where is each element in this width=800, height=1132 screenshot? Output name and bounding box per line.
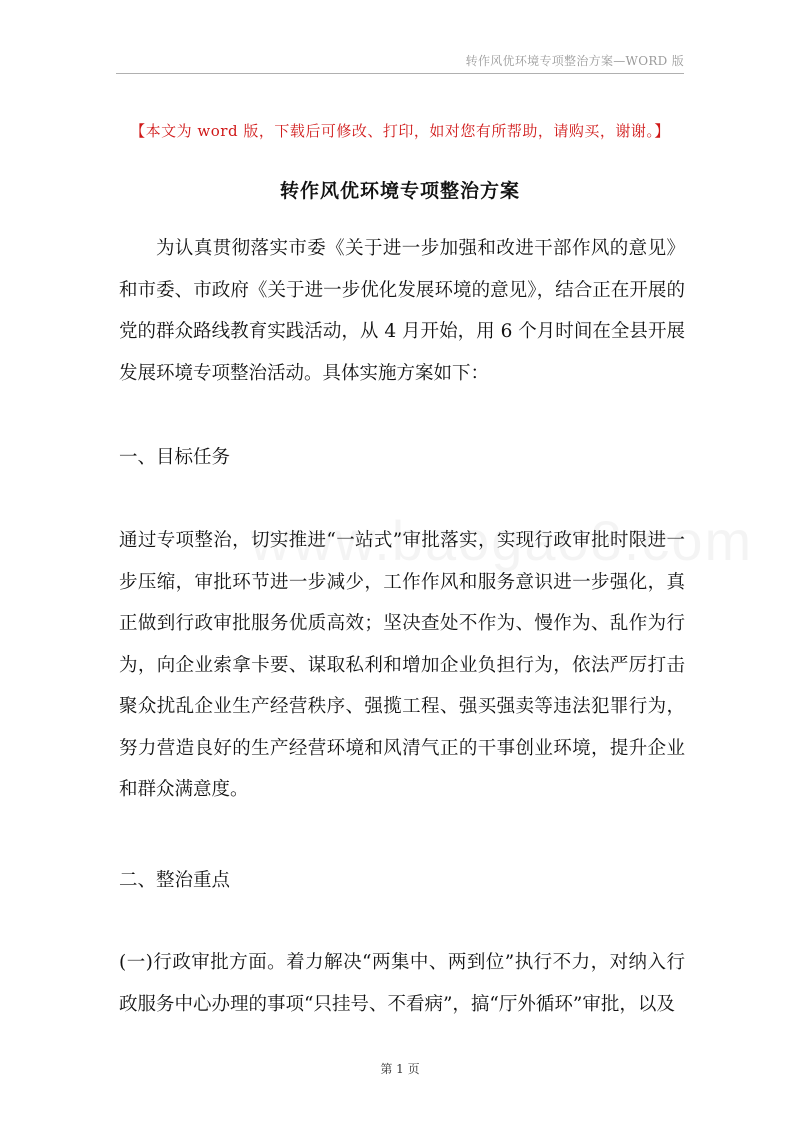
header-divider (116, 73, 684, 74)
running-header: 转作风优环境专项整治方案—WORD 版 (465, 54, 684, 68)
download-notice: 【本文为 word 版，下载后可修改、打印，如对您有所帮助，请购买，谢谢。】 (130, 122, 670, 140)
page-number: 第 1 页 (380, 1062, 420, 1076)
section-heading-goals: 一、目标任务 (119, 447, 231, 468)
section-heading-focus: 二、整治重点 (119, 870, 231, 891)
section-paragraph-focus: (一)行政审批方面。着力解决“两集中、两到位”执行不力，对纳入行政服务中心办理的事项“只挂号、不看病”，搞“厅外循环”审批，以及 (119, 952, 685, 1015)
intro-paragraph: 为认真贯彻落实市委《关于进一步加强和改进干部作风的意见》和市委、市政府《关于进一步优化发展环境的意见》，结合正在开展的党的群众路线教育实践活动，从 4 月开始，用 6 个月时间在全县开展发展环境专项整治活动。具体实施方案如下： (119, 238, 685, 384)
section-paragraph-goals: 通过专项整治，切实推进“一站式”审批落实，实现行政审批时限进一步压缩，审批环节进一步减少，工作作风和服务意识进一步强化，真正做到行政审批服务优质高效；坚决查处不作为、慢作为、乱作为行为，向企业索拿卡要、谋取私利和增加企业负担行为，依法严厉打击聚众扰乱企业生产经营秩序、强揽工程、强买强卖等违法犯罪行为，努力营造良好的生产经营环境和风清气正的干事创业环境，提升企业和群众满意度。 (119, 530, 685, 800)
document-title: 转作风优环境专项整治方案 (279, 180, 520, 202)
